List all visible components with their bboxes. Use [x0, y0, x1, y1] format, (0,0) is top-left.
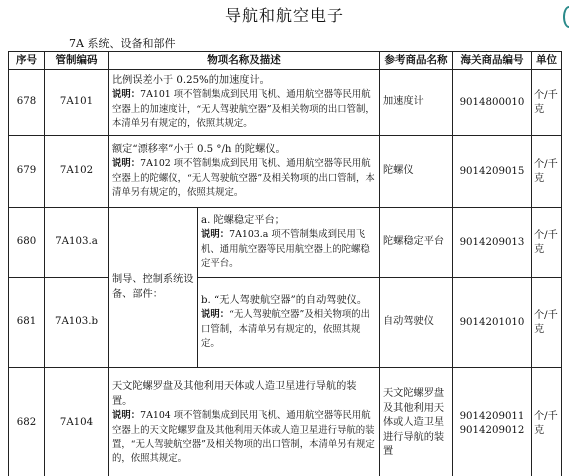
customs-code-line: 9014209011 — [459, 410, 525, 422]
row-unit: 个/千克 — [532, 368, 562, 476]
note-label: 说明： — [201, 229, 230, 241]
note-label: 说明： — [112, 89, 141, 101]
item-note — [201, 228, 376, 271]
note-text: 7A101 项不管制集成到民用飞机、通用航空器等民用航空器上的加速度计，“无人驾驶航空器”及相关物项的出口管制，本清单另有规定的，依照其规定。 — [112, 89, 375, 129]
item-description: 比例误差小于 0.25%的加速度计。 — [112, 74, 270, 86]
row-control-code: 7A103.a — [45, 208, 109, 278]
row-serial-no: 682 — [9, 368, 45, 476]
item-note — [201, 308, 376, 351]
row-unit: 个/千克 — [532, 136, 562, 208]
header-serial-no: 序号 — [9, 52, 45, 70]
row-control-code: 7A104 — [45, 368, 109, 476]
row-description — [109, 136, 380, 208]
row-unit: 个/千克 — [532, 278, 562, 368]
header-reference-name: 参考商品名称 — [380, 52, 453, 70]
item-note — [112, 157, 376, 200]
row-description — [109, 70, 380, 136]
page-edge-mark — [563, 6, 569, 28]
row-reference-name: 自动驾驶仪 — [380, 278, 453, 368]
row-reference-name: 陀螺仪 — [380, 136, 453, 208]
note-text: 7A104 项不管制集成到民用飞机、通用航空器等民用航空器上的天文陀螺罗盘及其他利用天体或人造卫星进行导航的装置，“无人驾驶航空器”及相关物项的出口管制，本清单另有规定的，依照其规定。 — [112, 410, 375, 465]
item-description: a. 陀螺稳定平台； — [201, 214, 285, 226]
note-text: “无人驾驶航空器”及相关物项的出口管制，本清单另有规定的，依照其规定。 — [201, 309, 370, 349]
row-unit: 个/千克 — [532, 208, 562, 278]
row-description — [198, 208, 380, 278]
row-reference-name: 天文陀螺罗盘及其他利用天体或人造卫星进行导航的装置 — [380, 368, 453, 476]
row-customs-code: 9014209015 — [453, 136, 532, 208]
table-row — [9, 368, 562, 476]
table-row — [9, 278, 562, 368]
row-customs-code — [453, 368, 532, 476]
row-customs-code: 9014201010 — [453, 278, 532, 368]
note-label: 说明： — [112, 158, 141, 170]
row-control-code: 7A103.b — [45, 278, 109, 368]
note-text: 7A102 项不管制集成到民用飞机、通用航空器等民用航空器上的陀螺仪，“无人驾驶航空器”及相关物项的出口管制，本清单另有规定的，依照其规定。 — [112, 158, 375, 198]
row-description — [109, 368, 380, 476]
item-note — [112, 409, 376, 467]
item-description: b. “无人驾驶航空器”的自动驾驶仪。 — [201, 294, 368, 306]
section-title: 7A 系统、设备和部件 — [69, 37, 176, 50]
note-label: 说明： — [201, 309, 230, 321]
row-serial-no: 679 — [9, 136, 45, 208]
row-group-heading: 制导、控制系统设备、部件： — [109, 208, 198, 368]
row-description — [198, 278, 380, 368]
header-item-description: 物项名称及描述 — [109, 52, 380, 70]
row-reference-name: 陀螺稳定平台 — [380, 208, 453, 278]
item-note — [112, 88, 376, 131]
item-description: 天文陀螺罗盘及其他利用天体或人造卫星进行导航的装置。 — [112, 381, 357, 407]
row-serial-no: 680 — [9, 208, 45, 278]
note-label: 说明： — [112, 410, 141, 422]
row-customs-code: 9014209013 — [453, 208, 532, 278]
header-unit: 单位 — [532, 52, 562, 70]
table-header-row — [9, 52, 562, 70]
table-row — [9, 208, 562, 278]
table-row — [9, 70, 562, 136]
row-reference-name: 加速度计 — [380, 70, 453, 136]
row-unit: 个/千克 — [532, 70, 562, 136]
control-list-table — [8, 51, 562, 476]
header-customs-code: 海关商品编号 — [453, 52, 532, 70]
row-serial-no: 678 — [9, 70, 45, 136]
item-description: 额定“漂移率”小于 0.5 °/h 的陀螺仪。 — [112, 143, 286, 155]
header-control-code: 管制编码 — [45, 52, 109, 70]
customs-code-line: 9014209012 — [459, 424, 525, 436]
row-control-code: 7A101 — [45, 70, 109, 136]
row-control-code: 7A102 — [45, 136, 109, 208]
table-row — [9, 136, 562, 208]
row-customs-code: 9014800010 — [453, 70, 532, 136]
note-text: 7A103.a 项不管制集成到民用飞机、通用航空器等民用航空器上的陀螺稳定平台。 — [201, 229, 370, 269]
page-title: 导航和航空电子 — [224, 6, 344, 25]
row-serial-no: 681 — [9, 278, 45, 368]
